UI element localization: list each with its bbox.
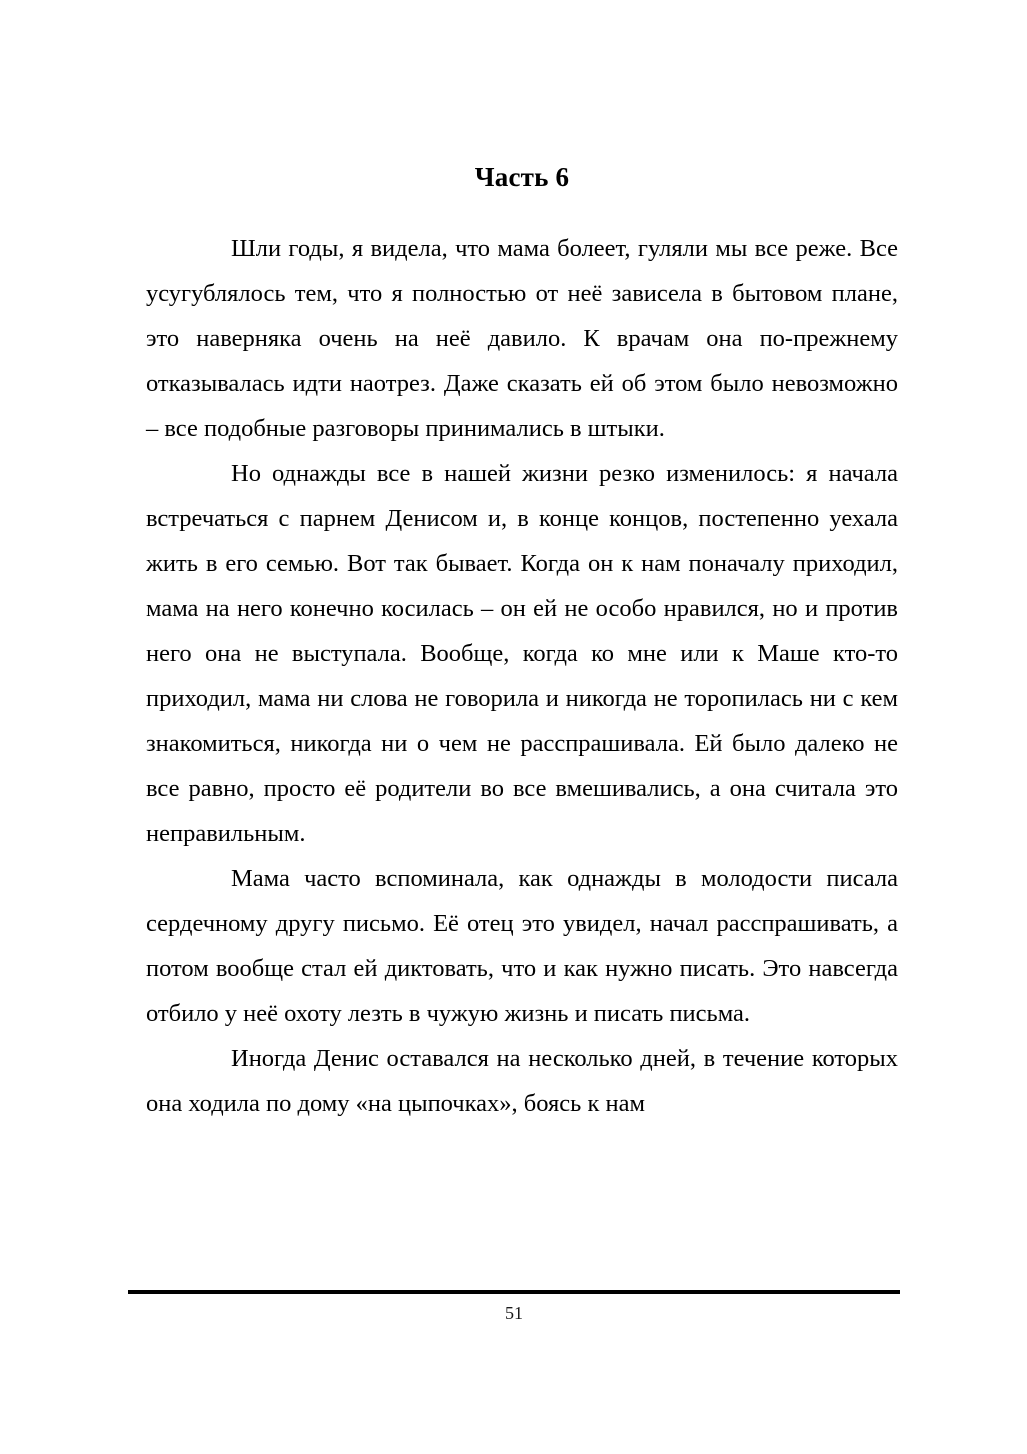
page-number: 51 [505,1303,523,1323]
footer-divider [128,1290,900,1294]
paragraph: Шли годы, я видела, что мама болеет, гуляли мы все реже. Все усугублялось тем, что я полностью от неё зависела в бытовом плане, это наверняка очень на неё давило. К врачам она по-прежнему отказывалась идти наотрез. Даже сказать ей об этом было невозможно – все подобные разговоры принимались в штыки. [146,235,898,442]
body-text [146,226,898,1126]
page-content [146,160,898,1126]
paragraph: Мама часто вспоминала, как однажды в молодости писала сердечному другу письмо. Её отец это увидел, начал расспрашивать, а потом вообще стал ей диктовать, что и как нужно писать. Это навсегда отбило у неё охоту лезть в чужую жизнь и писать письма. [146,865,898,1027]
page-footer [128,1290,900,1326]
page-title: Часть 6 [474,162,570,192]
paragraph: Иногда Денис оставался на несколько дней, в течение которых она ходила по дому «на цыпочках», боясь к нам [146,1045,898,1117]
paragraph: Но однажды все в нашей жизни резко изменилось: я начала встречаться с парнем Денисом и, в конце концов, постепенно уехала жить в его семью. Вот так бывает. Когда он к нам поначалу приходил, мама на него конечно косилась – он ей не особо нравился, но и против него она не выступала. Вообще, когда ко мне или к Маше кто-то приходил, мама ни слова не говорила и никогда не торопилась ни с кем знакомиться, никогда ни о чем не расспрашивала. Ей было далеко не все равно, просто её родители во все вмешивались, а она считала это неправильным. [146,460,898,847]
